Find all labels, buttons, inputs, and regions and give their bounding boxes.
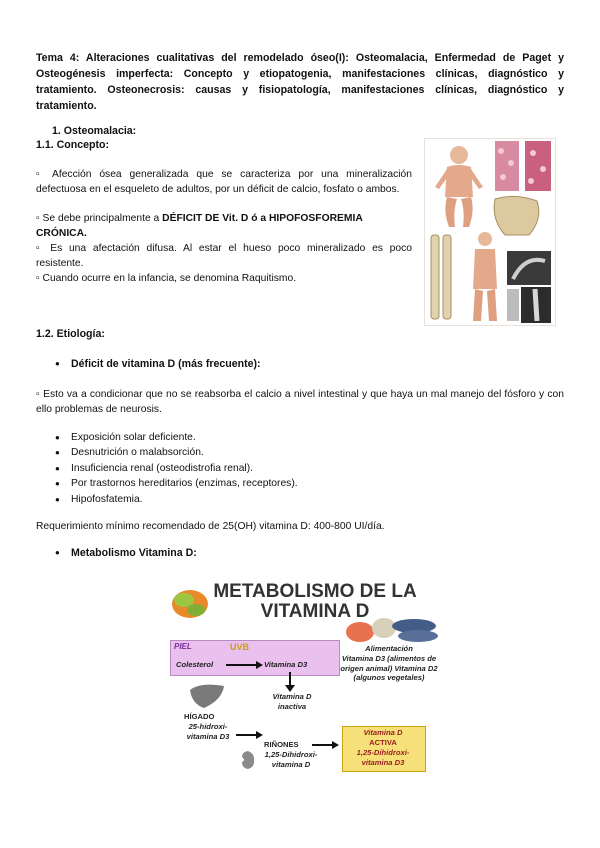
osteomalacia-illustration xyxy=(424,138,556,326)
etiologia-paragraph: ▫ Esto va a condicionar que no se reabsorba el calcio a nivel intestinal y que haya un mal manejo del fósforo y con ello problemas de neurosis. xyxy=(36,389,564,415)
arrow-icon xyxy=(224,660,264,670)
concepto-p2-bold: DÉFICIT DE Vit. D ó a HIPOFOSFOREMIA CRÓNICA. xyxy=(36,213,363,239)
arrow-icon xyxy=(310,740,340,750)
list-item: ● Por trastornos hereditarios (enzimas, receptores). xyxy=(55,476,298,491)
vitamin-d-metabolism-diagram xyxy=(170,578,440,776)
kidney-icon xyxy=(240,750,256,770)
concepto-paragraph-3: ▫ Es una afectación difusa. Al estar el hueso poco mineralizado es poco resistente. xyxy=(36,243,412,269)
down-arrow-icon xyxy=(284,672,296,692)
arrow-icon xyxy=(234,730,264,740)
colesterol-label: Colesterol xyxy=(176,660,214,669)
subheading-etiologia: 1.2. Etiología: xyxy=(36,328,105,340)
section-heading-osteomalacia: 1. Osteomalacia: xyxy=(52,125,137,137)
vitamina-d3-label: Vitamina D3 xyxy=(264,660,308,669)
activa-line1: Vitamina D xyxy=(363,728,403,737)
alimentacion-text: Vitamina D3 (alimentos de origen animal) Vitamina D2 (algunos vegetales) xyxy=(340,654,438,682)
vitamina-d-inactiva-label: Vitamina D inactiva xyxy=(272,692,312,711)
diagram-title-line2: VITAMINA D xyxy=(260,601,370,622)
fish-food-icon xyxy=(344,608,440,648)
concepto-p2-prefix: ▫ Se debe principalmente a xyxy=(36,213,163,224)
list-item: ● Desnutrición o malabsorción. xyxy=(55,445,298,460)
uvb-label: UVB xyxy=(230,642,250,652)
rinones-text: 1,25-Dihidroxi-vitamina D xyxy=(264,750,318,769)
requirement-text: Requerimiento mínimo recomendado de 25(OH) vitamina D: 400-800 UI/día. xyxy=(36,521,385,532)
activa-line2: ACTIVA xyxy=(369,738,397,747)
list-item: ● Hipofosfatemia. xyxy=(55,492,298,507)
subheading-concepto: 1.1. Concepto: xyxy=(36,139,109,151)
concepto-paragraph-1: ▫ Afección ósea generalizada que se caracteriza por una mineralización defectuosa en el esqueleto de adultos, por un déficit de calcio, fosfato o ambos. xyxy=(36,169,412,195)
skin-band xyxy=(170,640,340,676)
vegetables-icon xyxy=(170,584,210,624)
skin-label: PIEL xyxy=(174,642,192,651)
liver-icon xyxy=(188,682,226,710)
alimentacion-label: Alimentación xyxy=(365,644,413,653)
higado-label: HÍGADO xyxy=(184,712,215,721)
list-item: ● Exposición solar deficiente. xyxy=(55,430,298,445)
higado-text: 25-hidroxi-vitamina D3 xyxy=(186,722,230,741)
list-item: ● Insuficiencia renal (osteodistrofia renal). xyxy=(55,461,298,476)
concepto-paragraph-4: ▫ Cuando ocurre en la infancia, se denomina Raquitismo. xyxy=(36,273,297,284)
causes-list xyxy=(55,430,298,507)
bullet-deficit-vitamina-d: ● Déficit de vitamina D (más frecuente): xyxy=(55,358,261,370)
concepto-paragraph-2 xyxy=(36,211,412,241)
activa-text: 1,25-Dihidroxi-vitamina D3 xyxy=(356,748,410,767)
document-title: Tema 4: Alteraciones cualitativas del remodelado óseo(I): Osteomalacia, Enfermedad de Paget y Osteogénesis imperfecta: Concepto y etiopatogenia, manifestaciones clínicas, diagnóstico y tratamiento. Osteonecrosis: causas y fisiopatología, manifestaciones clínicas, diagnóstico y tratamiento. xyxy=(36,52,564,112)
rinones-label: RIÑONES xyxy=(264,740,299,749)
diagram-title-line1: METABOLISMO DE LA xyxy=(213,581,417,602)
bullet-metabolismo: ● Metabolismo Vitamina D: xyxy=(55,547,197,559)
